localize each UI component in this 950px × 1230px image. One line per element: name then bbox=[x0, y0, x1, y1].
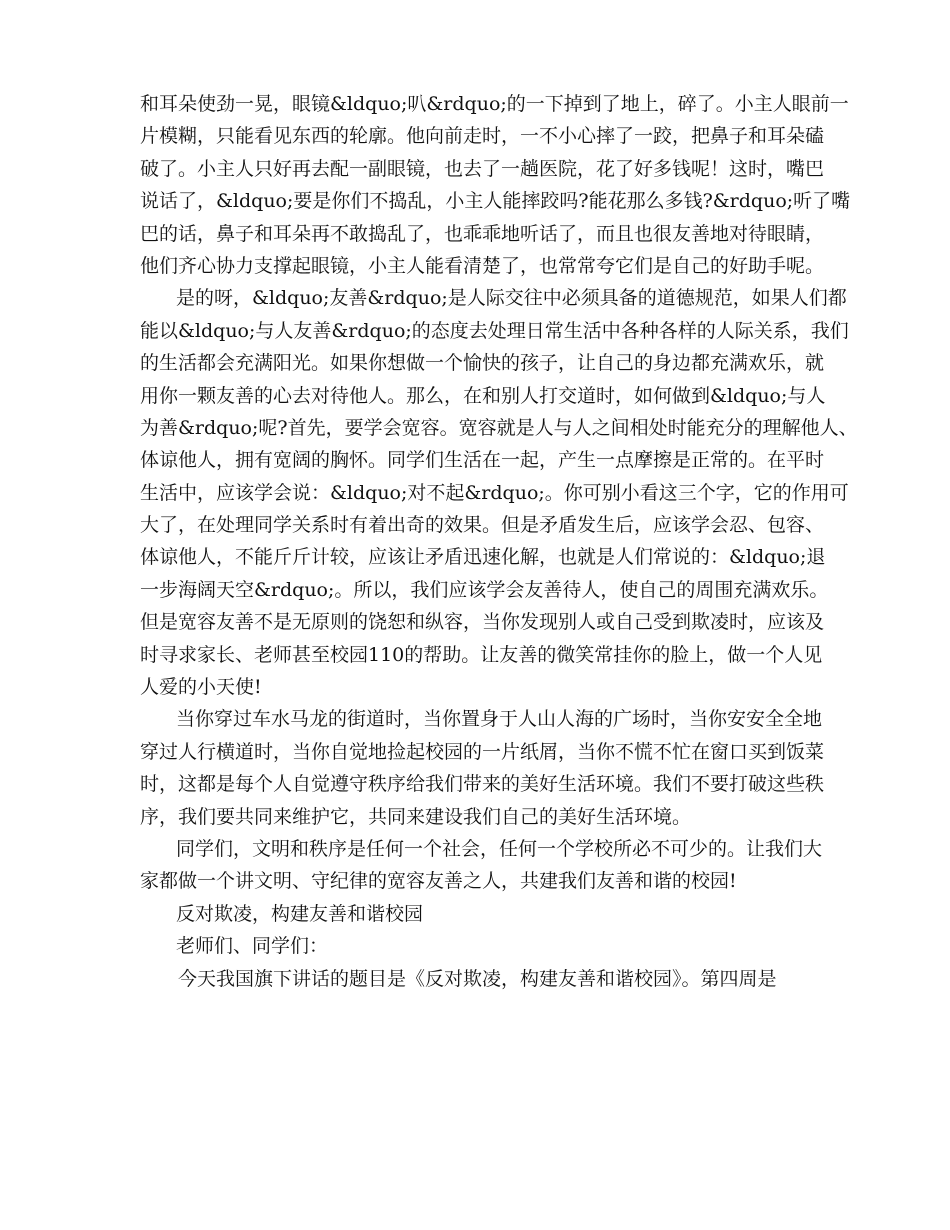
paragraph-first-line: 同学们，文明和秩序是任何一个社会，任何一个学校所必不可少的。让我们大 bbox=[176, 837, 823, 860]
text-line: 和耳朵使劲一晃，眼镜&ldquo;叭&rdquo;的一下掉到了地上，碎了。小主人眼前一 bbox=[140, 93, 849, 115]
salutation: 老师们、同学们： bbox=[176, 935, 329, 958]
text-line: 时寻求家长、老师甚至校园110的帮助。让友善的微笑常挂你的脸上，做一个人见 bbox=[140, 643, 823, 666]
text-line: 一步海阔天空&rdquo;。所以，我们应该学会友善待人，使自己的周围充满欢乐。 bbox=[140, 578, 829, 601]
text-line: 大了，在处理同学关系时有着出奇的效果。但是矛盾发生后，应该学会忍、包容、 bbox=[140, 514, 825, 537]
text-line: 能以&ldquo;与人友善&rdquo;的态度去处理日常生活中各种各样的人际关系，我们 bbox=[140, 319, 849, 342]
text-line: 体谅他人，不能斤斤计较，应该让矛盾迅速化解，也就是人们常说的：&ldquo;退 bbox=[140, 546, 826, 569]
document-body bbox=[140, 88, 858, 995]
text-line: 穿过人行横道时，当你自觉地捡起校园的一片纸屑，当你不慌不忙在窗口买到饭菜 bbox=[140, 740, 825, 763]
text-line: 巴的话，鼻子和耳朵再不敢捣乱了，也乖乖地听话了，而且也很友善地对待眼睛， bbox=[140, 222, 825, 245]
text-line: 的生活都会充满阳光。如果你想做一个愉快的孩子，让自己的身边都充满欢乐，就 bbox=[140, 352, 825, 375]
text-line: 说话了，&ldquo;要是你们不捣乱，小主人能摔跤吗?能花那么多钱?&rdquo;听了嘴 bbox=[140, 190, 851, 213]
text-line: 生活中，应该学会说：&ldquo;对不起&rdquo;。你可别小看这三个字，它的作用可 bbox=[140, 481, 849, 504]
text-line: 用你一颗友善的心去对待他人。那么，在和别人打交道时，如何做到&ldquo;与人 bbox=[140, 384, 826, 407]
paragraph-first-line: 今天我国旗下讲话的题目是《反对欺凌，构建友善和谐校园》。第四周是 bbox=[178, 967, 777, 990]
text-line: 时，这都是每个人自觉遵守秩序给我们带来的美好生活环境。我们不要打破这些秩 bbox=[140, 773, 825, 796]
text-line: 他们齐心协力支撑起眼镜，小主人能看清楚了，也常常夸它们是自己的好助手呢。 bbox=[140, 254, 825, 277]
text-line: 片模糊，只能看见东西的轮廓。他向前走时，一不小心摔了一跤，把鼻子和耳朵磕 bbox=[140, 125, 825, 148]
text-line: 人爱的小天使! bbox=[140, 676, 262, 699]
paragraph-first-line: 当你穿过车水马龙的街道时，当你置身于人山人海的广场时，当你安安全全地 bbox=[176, 708, 823, 731]
text-line: 序，我们要共同来维护它，共同来建设我们自己的美好生活环境。 bbox=[140, 805, 692, 828]
text-line: 但是宽容友善不是无原则的饶恕和纵容，当你发现别人或自己受到欺凌时，应该及 bbox=[140, 611, 825, 634]
paragraph-first-line: 是的呀，&ldquo;友善&rdquo;是人际交往中必须具备的道德规范，如果人们都 bbox=[176, 287, 847, 310]
text-line: 破了。小主人只好再去配一副眼镜，也去了一趟医院，花了好多钱呢！这时，嘴巴 bbox=[140, 157, 825, 180]
section-heading: 反对欺凌，构建友善和谐校园 bbox=[176, 902, 424, 925]
text-line: 为善&rdquo;呢?首先，要学会宽容。宽容就是人与人之间相处时能充分的理解他人、 bbox=[140, 416, 858, 439]
text-line: 体谅他人，拥有宽阔的胸怀。同学们生活在一起，产生一点摩擦是正常的。在平时 bbox=[140, 449, 825, 472]
text-line: 家都做一个讲文明、守纪律的宽容友善之人，共建我们友善和谐的校园! bbox=[140, 870, 737, 893]
